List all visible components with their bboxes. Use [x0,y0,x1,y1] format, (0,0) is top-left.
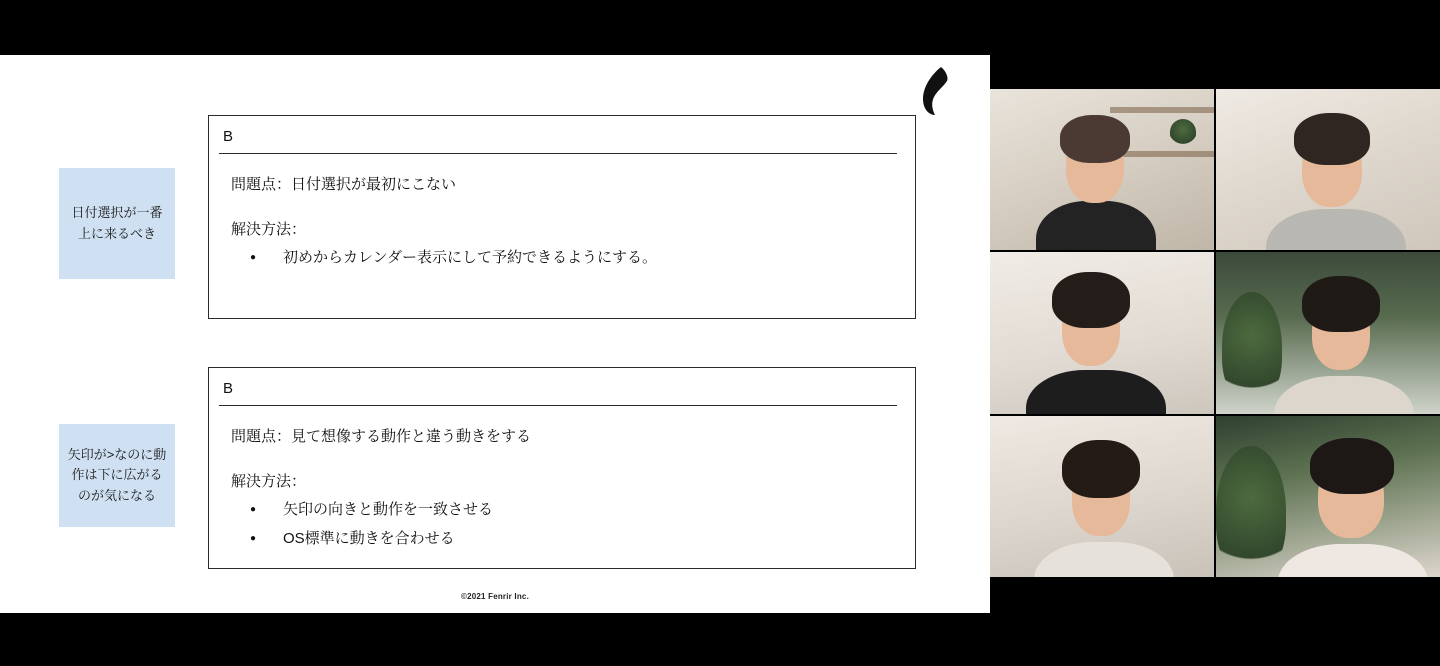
participant-tile-3[interactable] [990,252,1214,413]
avatar [1036,201,1156,250]
avatar [1274,376,1414,413]
participant-tile-4[interactable] [1216,252,1440,413]
decor-plant [1216,446,1286,576]
callout-date-selection [59,168,175,279]
feedback-card-2-solution-label: 解決方法： [231,472,307,490]
fenrir-logo-mark-icon [911,65,955,117]
feedback-card-2 [208,367,916,569]
feedback-card-2-title: B [223,380,234,397]
avatar [1060,115,1130,163]
list-item: ● 矢印の向きと動作を一致させる [231,499,901,522]
participant-gallery [990,89,1440,577]
gallery-gap-top [990,55,1440,89]
avatar [1294,113,1370,165]
callout-arrow-direction [59,424,175,527]
participant-tile-2[interactable] [1216,89,1440,250]
list-item: ● OS標準に動きを合わせる [231,528,901,551]
list-item: ● 初めからカレンダー表示にして予約できるようにする。 [231,247,901,270]
feedback-card-1-body [209,154,915,286]
avatar [1026,370,1166,413]
participant-tile-5[interactable] [990,416,1214,577]
avatar [1052,272,1130,328]
avatar [1302,276,1380,332]
letterbox-bottom [0,613,1440,666]
feedback-card-1-title: B [223,128,234,145]
gallery-gap-bottom [990,577,1440,613]
decor-shelf [1110,107,1214,113]
feedback-card-1 [208,115,916,319]
feedback-card-1-solution-label: 解決方法： [231,220,307,238]
letterbox-top [0,0,1440,55]
avatar [1310,438,1394,494]
feedback-card-1-problem: 問題点：日付選択が最初にこない [231,176,457,193]
decor-plant [1222,292,1282,402]
avatar [1034,542,1174,577]
feedback-card-2-body [209,406,915,566]
avatar [1062,440,1140,498]
callout-arrow-direction-text: 矢印が>なのに動作は下に広がるのが気になる [67,447,167,503]
avatar [1266,209,1406,250]
slide-copyright: ©2021 Fenrir Inc. [461,592,529,601]
feedback-card-2-bullets [231,499,901,550]
decor-plant [1170,119,1196,145]
feedback-card-1-bullets [231,247,901,270]
shared-slide [0,55,990,613]
participant-tile-1[interactable] [990,89,1214,250]
participant-tile-6[interactable] [1216,416,1440,577]
feedback-card-2-problem: 問題点：見て想像する動作と違う動きをする [231,428,532,445]
avatar [1278,544,1428,577]
callout-date-selection-text: 日付選択が一番上に来るべき [71,205,163,241]
